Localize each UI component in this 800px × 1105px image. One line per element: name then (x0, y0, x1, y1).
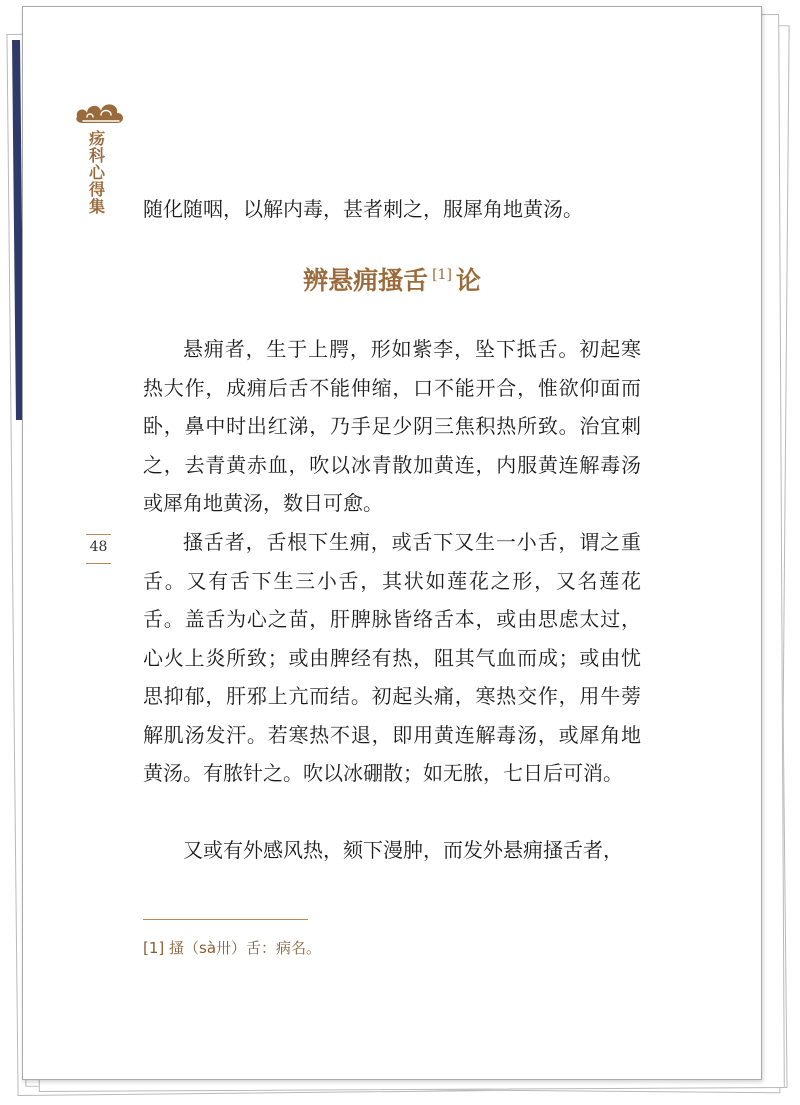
footnote-divider (143, 919, 308, 920)
footnote: [1] 搔（sà卅）舌：病名。 (143, 939, 322, 957)
running-title: 疡科心得集 (88, 129, 105, 216)
paragraph: 搔舌者，舌根下生痈，或舌下又生一小舌，谓之重舌。又有舌下生三小舌，其状如莲花之形，又名莲花舌。盖舌为心之苗，肝脾脉皆络舌本，或由思虑太过，心火上炎所致；或由脾经有热，阻其气血而成；或由忧思抑郁，肝邪上亢而结。初起头痛，寒热交作，用牛蒡解肌汤发汗。若寒热不退，即用黄连解毒汤，或犀角地黄汤。有脓针之。吹以冰硼散；如无脓，七日后可消。 (143, 530, 641, 785)
section-heading (143, 255, 641, 301)
page-number: 48 (89, 539, 108, 555)
paragraph: 悬痈者，生于上腭，形如紫李，坠下抵舌。初起寒热大作，成痈后舌不能伸缩，口不能开合，惟欲仰面而卧，鼻中时出红涕，乃手足少阴三焦积热所致。治宜刺之，去青黄赤血，吹以冰青散加黄连，内服黄连解毒汤或犀角地黄汤，数日可愈。 (143, 337, 641, 515)
heading-text-end: 论 (455, 266, 481, 295)
auspicious-cloud-icon (73, 95, 127, 127)
book-page (22, 6, 762, 1080)
paragraph: 又或有外感风热，颏下漫肿，而发外悬痈搔舌者， (183, 838, 623, 862)
continuation-line: 随化随咽，以解内毒，甚者刺之，服犀角地黄汤。 (143, 197, 583, 221)
heading-text: 辨悬痈搔舌 (303, 266, 429, 295)
page-number-rule-top (86, 534, 111, 535)
page-number-rule-bottom (86, 563, 111, 564)
footnote-reference[interactable]: [1] (432, 267, 452, 283)
